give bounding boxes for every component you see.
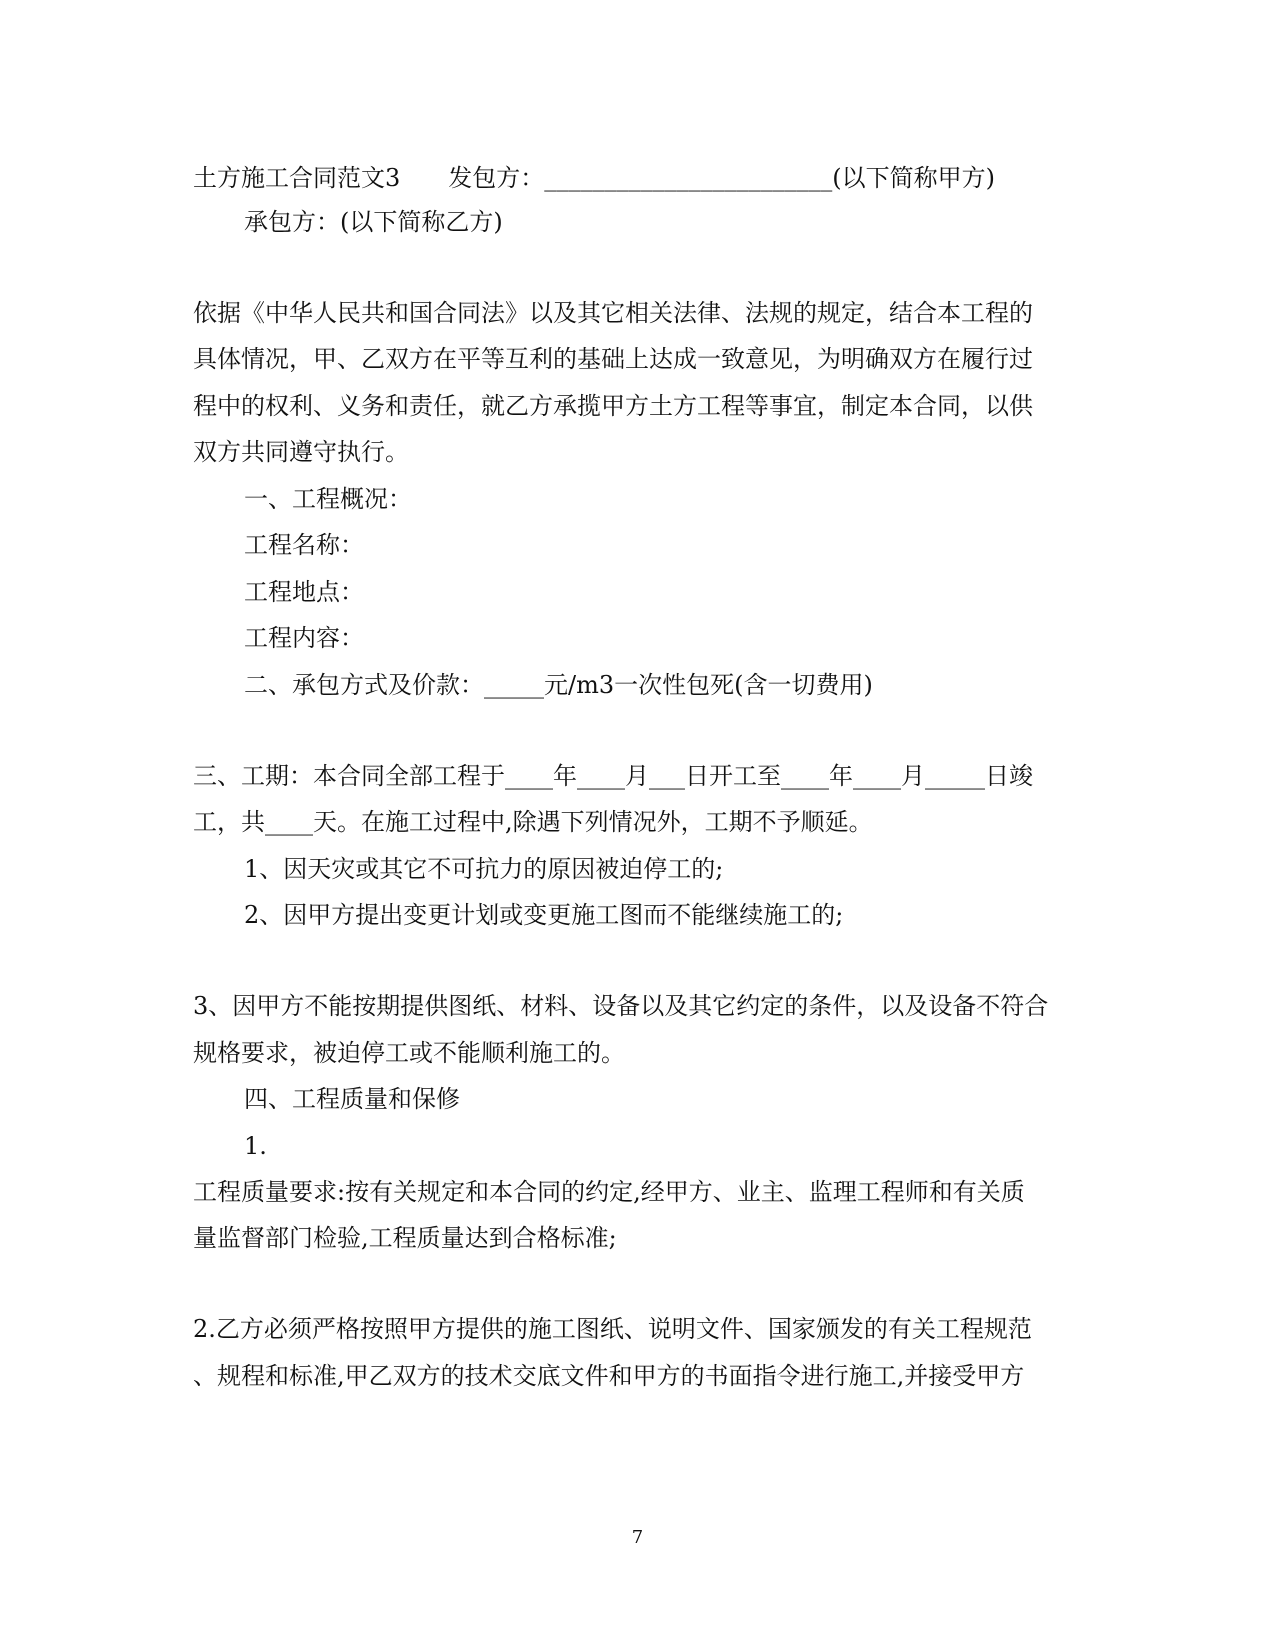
page-number: 7 [631, 1527, 644, 1548]
text-line-quality-2: 量监督部门检验,工程质量达到合格标准; [193, 1224, 617, 1252]
text-line-schedule-2: 工，共____天。在施工过程中,除遇下列情况外，工期不予顺延。 [193, 808, 873, 836]
list-item-2: 2、因甲方提出变更计划或变更施工图而不能继续施工的; [244, 901, 844, 929]
text-line-project-name: 工程名称： [244, 531, 364, 559]
text-line-project-content: 工程内容： [244, 624, 364, 652]
section-heading-overview: 一、工程概况： [244, 485, 412, 513]
text-line-preamble-3: 程中的权利、义务和责任，就乙方承揽甲方土方工程等事宜，制定本合同，以供 [193, 392, 1033, 420]
text-line-quality-1: 工程质量要求:按有关规定和本合同的约定,经甲方、业主、监理工程师和有关质 [193, 1178, 1025, 1206]
text-line-project-location: 工程地点： [244, 578, 364, 606]
list-item-1: 1、因天灾或其它不可抗力的原因被迫停工的; [244, 855, 724, 883]
text-line-preamble-1: 依据《中华人民共和国合同法》以及其它相关法律、法规的规定，结合本工程的 [193, 299, 1033, 327]
section-heading-quality: 四、工程质量和保修 [244, 1085, 460, 1113]
list-item-quality-number: 1. [244, 1132, 267, 1160]
text-line-quality-item2-2: 、规程和标准,甲乙双方的技术交底文件和甲方的书面指令进行施工,并接受甲方 [193, 1362, 1025, 1390]
text-line-quality-item2-1: 2.乙方必须严格按照甲方提供的施工图纸、说明文件、国家颁发的有关工程规范 [193, 1315, 1032, 1343]
text-line-schedule-1: 三、工期：本合同全部工程于____年____月___日开工至____年____月_____日竣 [193, 762, 1033, 790]
text-line-preamble-4: 双方共同遵守执行。 [193, 438, 409, 466]
list-item-3-line-1: 3、因甲方不能按期提供图纸、材料、设备以及其它约定的条件，以及设备不符合 [193, 992, 1049, 1020]
text-line-title-header: 土方施工合同范文3 发包方：________________________(以下简称甲方) [193, 164, 995, 192]
list-item-3-line-2: 规格要求，被迫停工或不能顺利施工的。 [193, 1039, 625, 1067]
text-line-preamble-2: 具体情况，甲、乙双方在平等互利的基础上达成一致意见，为明确双方在履行过 [193, 345, 1033, 373]
text-line-contractor: 承包方：(以下简称乙方) [244, 208, 503, 236]
section-heading-pricing: 二、承包方式及价款：_____元/m3一次性包死(含一切费用) [244, 671, 873, 699]
